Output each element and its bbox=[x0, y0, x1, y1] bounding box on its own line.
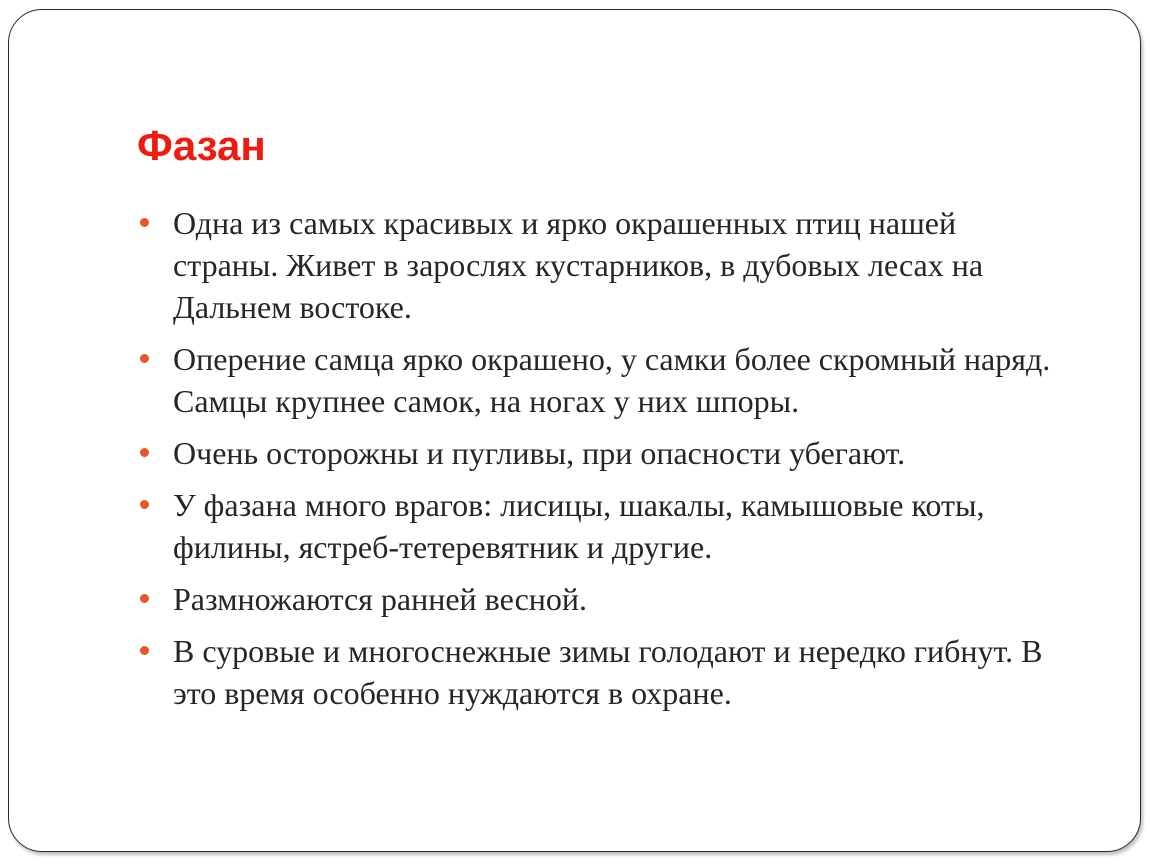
bullet-dot-icon bbox=[140, 448, 149, 457]
bullet-item bbox=[137, 432, 1067, 474]
slide-frame bbox=[8, 9, 1141, 852]
bullet-text: Оперение самца ярко окрашено, у самки более скромный наряд. Самцы крупнее самок, на ногах у них шпоры. bbox=[173, 341, 1051, 419]
bullet-list bbox=[137, 202, 1067, 724]
bullet-text: Очень осторожны и пугливы, при опасности убегают. bbox=[173, 435, 906, 471]
bullet-dot-icon bbox=[140, 646, 149, 655]
bullet-dot-icon bbox=[140, 218, 149, 227]
bullet-dot-icon bbox=[140, 500, 149, 509]
bullet-dot-icon bbox=[140, 594, 149, 603]
bullet-text: В суровые и многоснежные зимы голодают и нередко гибнут. В это время особенно нуждаются в охране. bbox=[173, 633, 1043, 711]
slide-title: Фазан bbox=[137, 122, 266, 169]
bullet-item bbox=[137, 630, 1067, 714]
bullet-text: Размножаются ранней весной. bbox=[173, 581, 588, 617]
bullet-text: Одна из самых красивых и ярко окрашенных птиц нашей страны. Живет в зарослях кустарников, в дубовых лесах на Дальнем востоке. bbox=[173, 205, 984, 325]
bullet-item bbox=[137, 484, 1067, 568]
bullet-dot-icon bbox=[140, 354, 149, 363]
bullet-item bbox=[137, 202, 1067, 328]
bullet-item bbox=[137, 578, 1067, 620]
bullet-item bbox=[137, 338, 1067, 422]
bullet-text: У фазана много врагов: лисицы, шакалы, камышовые коты, филины, ястреб-тетеревятник и другие. bbox=[173, 487, 985, 565]
